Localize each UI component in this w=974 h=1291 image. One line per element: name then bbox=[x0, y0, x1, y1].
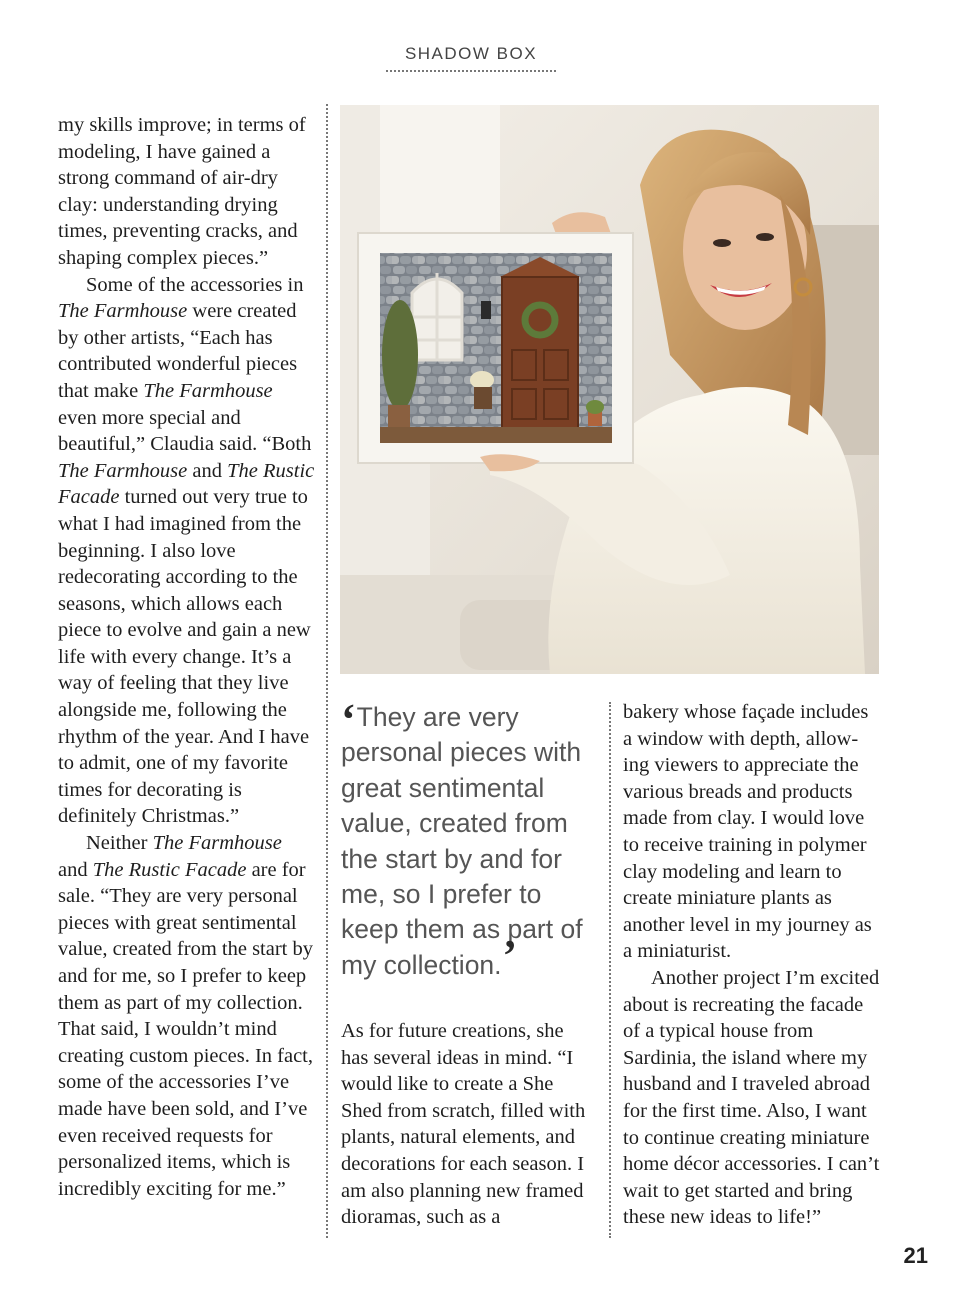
column-divider bbox=[609, 702, 611, 1238]
column-divider bbox=[326, 104, 328, 1238]
paragraph bbox=[58, 830, 316, 1202]
photo-woman-holding-shadow-box bbox=[340, 105, 879, 674]
italic-title: The Farmhouse bbox=[143, 379, 273, 402]
text-run: even more special and beautiful,” Claudia said. “Both bbox=[58, 406, 312, 456]
text-run: my skills improve; in terms of modeling, I have gained a strong command of air-dry clay: understanding drying times, preventing cracks, and shaping complex pieces.” bbox=[58, 114, 306, 269]
italic-title: The Rustic Facade bbox=[92, 858, 247, 881]
italic-title: The Farmhouse bbox=[152, 832, 282, 855]
paragraph bbox=[623, 965, 881, 1231]
pull-quote-text: They are very personal pieces with great sentimental value, created from the start by and for me, so I prefer to keep them as part of my collection. bbox=[341, 702, 583, 980]
italic-title: The Farmhouse bbox=[58, 300, 188, 323]
paragraph bbox=[623, 699, 881, 965]
text-run: As for future creations, she has several ideas in mind. “I would like to create a She Shed from scratch, filled with plants, natural elements, and decorations for each season. I am also planning new framed dioramas, such as a bbox=[341, 1020, 586, 1229]
text-run: Another project I’m excited about is recreating the facade of a typical house from Sardinia, the island where my husband and I traveled abroad for the first time. Also, I want to continue creating miniature home décor accessories. I can’t wait to get started and bring these new ideas to life!” bbox=[623, 966, 880, 1229]
body-column-1 bbox=[58, 112, 316, 1202]
body-column-3 bbox=[623, 699, 881, 1231]
italic-title: The Rustic Facade bbox=[58, 459, 315, 509]
section-header: SHADOW BOX bbox=[386, 44, 556, 72]
text-run: Some of the accessories in bbox=[86, 273, 304, 296]
paragraph bbox=[58, 272, 316, 830]
body-column-2 bbox=[341, 1018, 591, 1231]
text-run: are for sale. “They are very personal pieces with great sentimental value, created from the start by and for me, so I prefer to keep them as part of my collection. That said, I wouldn’t mind creating custom pieces. In fact, some of the accessories I’ve made have been sold, and I’ve even received requests for personalized items, which is incredibly exciting for me.” bbox=[58, 858, 313, 1200]
quote-open-mark: ‘ bbox=[341, 695, 356, 744]
paragraph bbox=[58, 112, 316, 272]
quote-close-mark: ’ bbox=[502, 930, 518, 980]
text-run: were created by other artists, “Each has contributed wonderful pieces that make bbox=[58, 300, 298, 402]
pull-quote bbox=[341, 695, 596, 983]
text-run: and bbox=[187, 459, 228, 482]
photo-illustration bbox=[340, 105, 879, 674]
text-run: bakery whose façade includes a window with depth, allow-ing viewers to appreciate the various breads and products made from clay. I would love to receive training in polymer clay modeling and learn to create miniature plants as another level in my journey as a miniaturist. bbox=[623, 701, 872, 963]
text-run: Neither bbox=[86, 832, 153, 855]
italic-title: The Farmhouse bbox=[58, 459, 188, 482]
page-number: 21 bbox=[903, 1243, 928, 1268]
text-run: and bbox=[58, 858, 93, 881]
text-run: turned out very true to what I had imagined from the beginning. I also love redecorating according to the seasons, which allows each piece to evolve and gain a new life with every change. It’s a way of feeling that they live alongside me, following the rhythm of the year. And I have to admit, one of my favorite times for decorating is definitely Christmas.” bbox=[58, 486, 311, 828]
paragraph bbox=[341, 1018, 591, 1231]
